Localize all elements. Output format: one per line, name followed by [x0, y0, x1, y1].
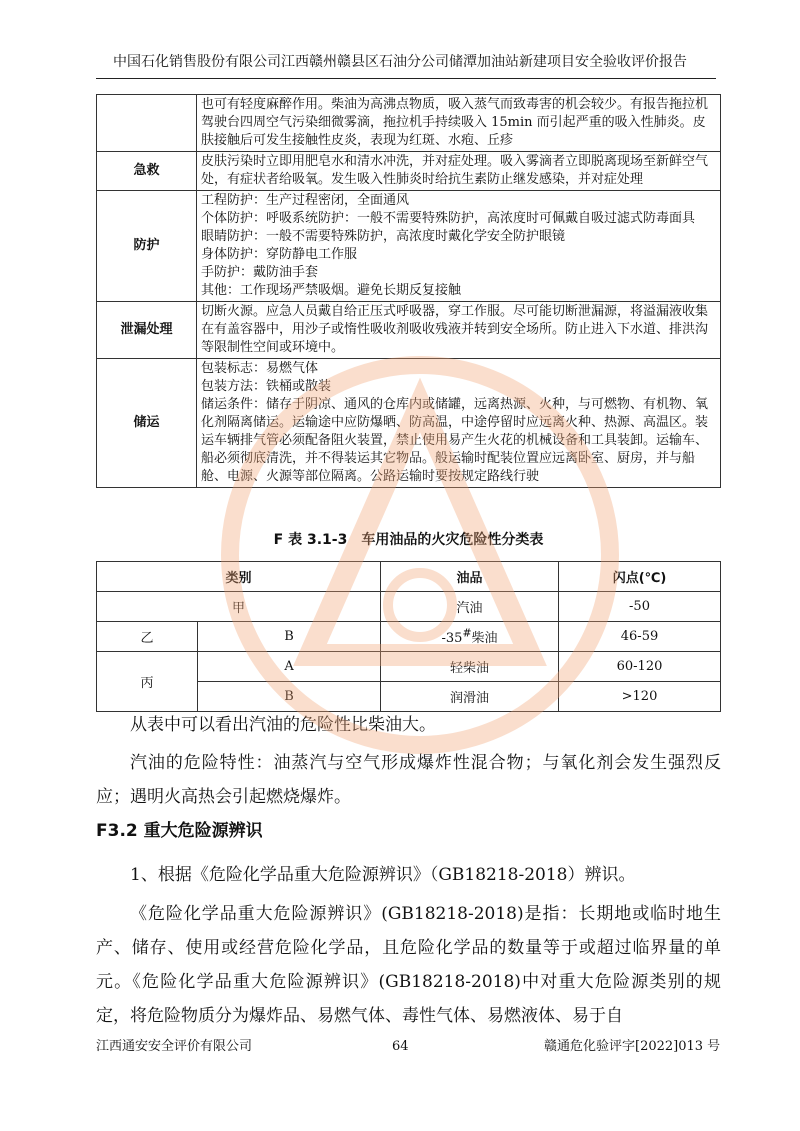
header-flash-point: 闪点(℃): [559, 562, 721, 592]
content-line: 工程防护：生产过程密闭，全面通风: [201, 193, 410, 208]
content-line: 包装标志：易燃气体: [201, 361, 319, 376]
paragraph-gasoline-hazard: 汽油的危险特性：油蒸汽与空气形成爆炸性混合物；与氧化剂会发生强烈反应；遇明火高热会引起燃烧爆炸。: [96, 753, 721, 807]
subcategory-cell: B: [198, 622, 381, 652]
table-row: [97, 302, 721, 359]
content-line: 其他：工作现场严禁吸烟。避免长期反复接触: [201, 283, 462, 298]
subcategory-cell: B: [198, 682, 381, 712]
subcategory-cell: A: [198, 652, 381, 682]
row-content: [197, 152, 721, 191]
row-content: [197, 191, 721, 302]
row-label: 泄漏处理: [97, 302, 197, 359]
footer-page-number: 64: [392, 1039, 409, 1054]
content-line: 眼睛防护：一般不需要特殊防护，高浓度时戴化学安全防护眼镜: [201, 229, 566, 244]
content-line: 也可有轻度麻醉作用。柴油为高沸点物质，吸入蒸气而致毒害的机会较少。有报告拖拉机驾驶台四周空气污染细微雾滴，拖拉机手持续吸入 15min 而引起严重的吸入性肺炎。皮肤接触后可发生接触性皮炎，表现为红斑、水疱、丘疹: [201, 97, 709, 148]
row-content: [197, 95, 721, 152]
flash-point-cell: >120: [559, 682, 721, 712]
footer-document-code: 赣通危化验评字[2022]013 号: [544, 1039, 721, 1054]
row-label: [97, 95, 197, 152]
fire-hazard-table: [96, 561, 721, 712]
header-divider: [96, 78, 716, 79]
table-row: [97, 359, 721, 488]
content-line: 个体防护：呼吸系统防护：一般不需要特殊防护，高浓度时可佩戴自吸过滤式防毒面具: [201, 211, 696, 226]
content-line: 切断火源。应急人员戴自给正压式呼吸器，穿工作服。尽可能切断泄漏源，将溢漏液收集在有盖容器中，用沙子或惰性吸收剂吸收残液并转到安全场所。防止进入下水道、排洪沟等限制性空间或环境中。: [201, 304, 709, 355]
category-cell: 乙: [97, 622, 198, 652]
row-label: 储运: [97, 359, 197, 488]
row-content: [197, 302, 721, 359]
report-header-title: 中国石化销售股份有限公司江西赣州赣县区石油分公司储潭加油站新建项目安全验收评价报告: [113, 54, 687, 70]
table-row: [97, 652, 721, 682]
row-label: 防护: [97, 191, 197, 302]
section-heading: F3.2 重大危险源辨识: [96, 821, 263, 841]
oil-cell: 润滑油: [381, 682, 559, 712]
content-line: 皮肤污染时立即用肥皂水和清水冲洗，并对症处理。吸入雾滴者立即脱离现场至新鲜空气处，有症状者给吸氧。发生吸入性肺炎时给抗生素防止继发感染，并对症处理: [201, 154, 709, 187]
paragraph-definition: 《危险化学品重大危险源辨识》(GB18218-2018)是指：长期地或临时地生产、储存、使用或经营危险化学品，且危险化学品的数量等于或超过临界量的单元。《危险化学品重大危险源辨识》(GB18218-2018)中对重大危险源类别的规定，将危险物质分为爆炸品、易燃气体、毒性气体、易燃液体、易于自: [96, 904, 721, 1026]
paragraph-identification-basis: 1、根据《危险化学品重大危险源辨识》（GB18218-2018）辨识。: [130, 865, 636, 885]
flash-point-cell: -50: [559, 592, 721, 622]
row-content: [197, 359, 721, 488]
flash-point-cell: 46-59: [559, 622, 721, 652]
flash-point-cell: 60-120: [559, 652, 721, 682]
table-row: [97, 622, 721, 652]
paragraph-comparison: 从表中可以看出汽油的危险性比柴油大。: [130, 715, 436, 735]
row-label: 急救: [97, 152, 197, 191]
table-row: [97, 95, 721, 152]
header-oil: 油品: [381, 562, 559, 592]
category-cell: 丙: [97, 652, 198, 712]
table-row: [97, 152, 721, 191]
fire-table-caption: F 表 3.1-3 车用油品的火灾危险性分类表: [273, 532, 544, 548]
content-line: 身体防护：穿防静电工作服: [201, 247, 358, 262]
oil-cell: 轻柴油: [381, 652, 559, 682]
table-row: [97, 592, 721, 622]
category-cell: 甲: [97, 592, 381, 622]
table-row: [97, 191, 721, 302]
fire-table-header-row: [97, 562, 721, 592]
oil-cell: -35#柴油: [381, 622, 559, 652]
header-category: 类别: [97, 562, 381, 592]
oil-cell: 汽油: [381, 592, 559, 622]
content-line: 手防护：戴防油手套: [201, 265, 319, 280]
content-line: 储运条件：储存于阴凉、通风的仓库内或储罐，远离热源、火种，与可燃物、有机物、氧化剂隔离储运。运输途中应防爆晒、防高温，中途停留时应远离火种、热源、高温区。装运车辆排气管必须配备阻火装置，禁止使用易产生火花的机械设备和工具装卸。运输车、船必须彻底清洗，并不得装运其它物品。般运输时配装位置应远离卧室、厨房，并与船舱、电源、火源等部位隔离。公路运输时要按规定路线行驶: [201, 397, 709, 484]
properties-table: [96, 94, 721, 488]
content-line: 包装方法：铁桶或散装: [201, 379, 332, 394]
footer-company: 江西通安安全评价有限公司: [96, 1039, 253, 1054]
